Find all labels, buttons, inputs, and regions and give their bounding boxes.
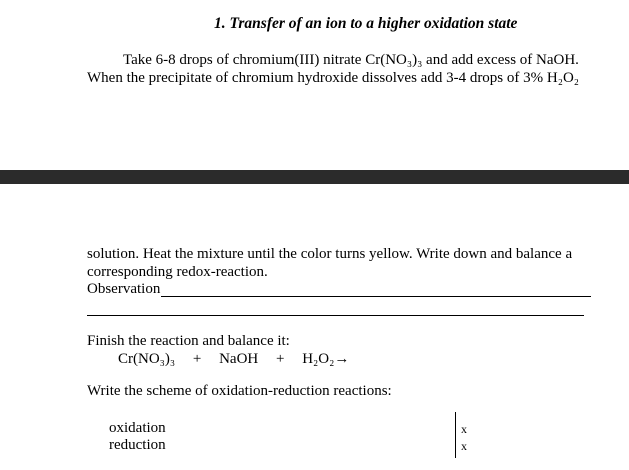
page-top [0, 0, 629, 170]
reactant-hydrogen-peroxide: H₂O₂ [302, 351, 335, 367]
reduction-label: reduction [109, 437, 166, 453]
plus-sign-2: + [276, 351, 285, 367]
page-bottom [0, 184, 629, 470]
reaction-equation [118, 351, 349, 368]
oxidation-x-mark: x [461, 422, 467, 436]
plus-sign-1: + [192, 351, 202, 367]
instruction-line-2: When the precipitate of chromium hydroxide dissolves add 3-4 drops of 3% H₂O₂ [87, 70, 580, 86]
reactant-chromium-nitrate: Cr(NO₃)₃ [118, 351, 176, 367]
observation-line-1 [161, 296, 591, 297]
scheme-label: Write the scheme of oxidation-reduction reactions: [87, 383, 392, 399]
scheme-vertical-divider [455, 412, 456, 458]
page-separator [0, 170, 629, 184]
section-heading: 1. Transfer of an ion to a higher oxidation state [214, 15, 518, 32]
reduction-x-mark: x [461, 439, 467, 453]
reactant-naoh: NaOH [219, 351, 259, 367]
instruction-line-1: Take 6-8 drops of chromium(III) nitrate Cr(NO₃)₃ and add excess of NaOH. [123, 52, 579, 68]
finish-reaction-label: Finish the reaction and balance it: [87, 333, 290, 349]
reaction-arrow: → [334, 351, 350, 367]
observation-line-2 [87, 315, 584, 316]
oxidation-label: oxidation [109, 420, 166, 436]
instruction-line-4: corresponding redox-reaction. [87, 264, 268, 280]
observation-label: Observation [87, 281, 161, 297]
instruction-line-3: solution. Heat the mixture until the color turns yellow. Write down and balance a [87, 246, 573, 262]
